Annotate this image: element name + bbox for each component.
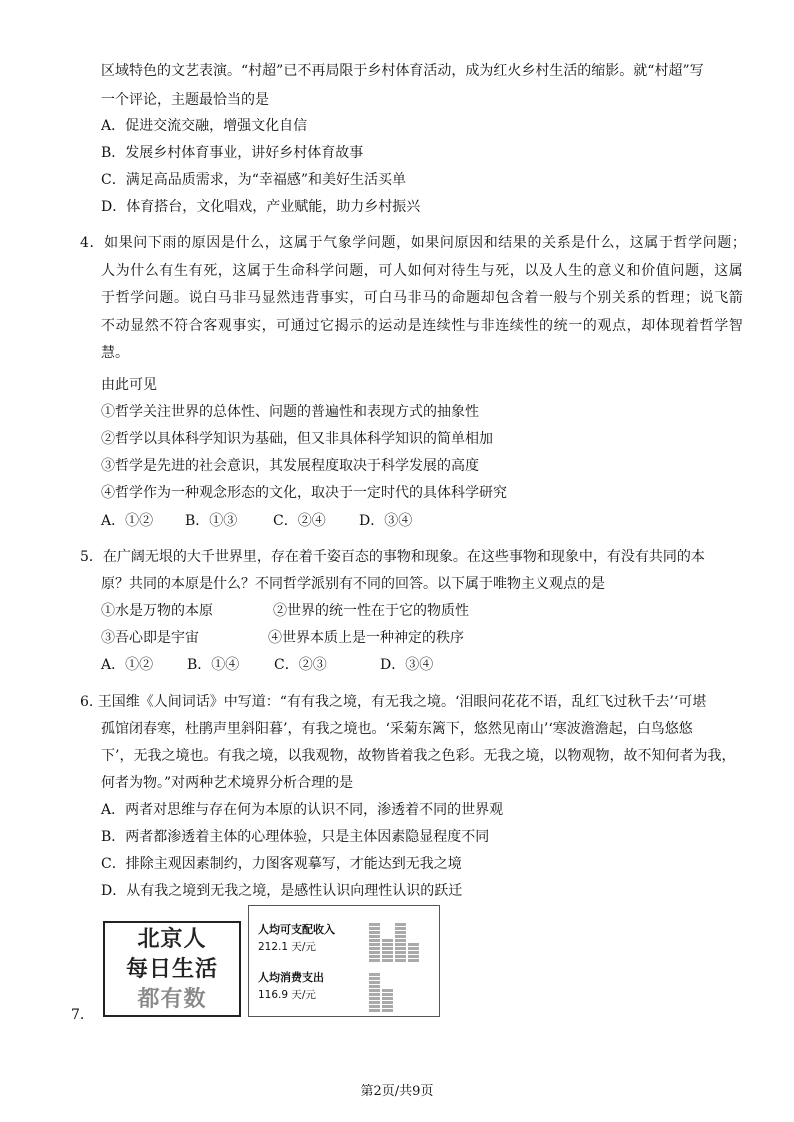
q4-choice-a: A．①② (101, 513, 154, 529)
q4-stem-line-3: 于哲学问题。说白马非马显然违背事实，可白马非马的命题却包含着一般与个别关系的哲理；说飞箭 (101, 290, 744, 306)
page-footer: 第2页/共9页 (360, 1084, 434, 1099)
infographic-title-line-3: 都有数 (137, 987, 207, 1012)
q3-option-c: C．满足高品质需求，为“幸福感”和美好生活买单 (101, 172, 407, 188)
q6-option-d: D．从有我之境到无我之境，是感性认识向理性认识的跃迁 (101, 883, 463, 899)
q3-option-d: D．体育搭台，文化唱戏，产业赋能，助力乡村振兴 (101, 199, 421, 215)
q4-stem-line-2: 人为什么有生有死，这属于生命科学问题，可人如何对待生与死，以及人生的意义和价值问题，这属 (101, 263, 744, 279)
expense-bar-2 (382, 988, 393, 1012)
q4-lead: 由此可见 (101, 377, 157, 393)
q4-statement-3: ③哲学是先进的社会意识，其发展程度取决于科学发展的高度 (101, 458, 479, 474)
q5-statement-3: ③吾心即是宇宙 (101, 630, 199, 646)
beijing-infographic-title-box (103, 921, 241, 1017)
income-value: 212.1 天/元 (258, 941, 316, 953)
q6-stem-line-2: 孤馆闭春寒，杜鹃声里斜阳暮’，有我之境也。‘采菊东篱下，悠然见南山’‘寒波澹澹起，白鸟悠悠 (101, 721, 693, 737)
q4-statement-1: ①哲学关注世界的总体性、问题的普遍性和表现方式的抽象性 (101, 404, 479, 420)
q4-choice-b: B．①③ (185, 513, 238, 529)
expense-value: 116.9 天/元 (258, 989, 316, 1001)
q4-stem-line-1: 4．如果问下雨的原因是什么，这属于气象学问题，如果问原因和结果的关系是什么，这属于哲学问题； (80, 235, 747, 251)
q5-choices (101, 655, 433, 675)
q3-stem-line-1: 区域特色的文艺表演。“村超”已不再局限于乡村体育活动，成为红火乡村生活的缩影。就“村超”写 (101, 63, 704, 79)
q6-option-b: B．两者都渗透着主体的心理体验，只是主体因素隐显程度不同 (101, 829, 490, 845)
q5-choice-c: C．②③ (274, 657, 327, 673)
q5-choice-d: D．③④ (380, 657, 434, 673)
q5-stem-line-2: 原？共同的本原是什么？不同哲学派别有不同的回答。以下属于唯物主义观点的是 (101, 576, 605, 592)
income-bar-2 (382, 938, 393, 962)
q4-statement-4: ④哲学作为一种观念形态的文化，取决于一定时代的具体科学研究 (101, 485, 507, 501)
q5-stem-line-1: 5．在广阔无垠的大千世界里，存在着千姿百态的事物和现象。在这些事物和现象中，有没有共同的本 (80, 549, 705, 565)
q4-statement-2: ②哲学以具体科学知识为基础，但又非具体科学知识的简单相加 (101, 431, 493, 447)
q3-stem-line-2: 一个评论，主题最恰当的是 (101, 92, 269, 108)
q4-stem-line-4: 不动显然不符合客观事实，可通过它揭示的运动是连续性与非连续性的统一的观点，却体现着哲学智 (101, 318, 744, 334)
q5-statement-4: ④世界本质上是一种神定的秩序 (268, 630, 464, 646)
q3-option-a: A．促进交流交融，增强文化自信 (101, 118, 308, 134)
infographic-stats-box (248, 905, 440, 1017)
q6-option-c: C．排除主观因素制约，力图客观摹写，才能达到无我之境 (101, 856, 462, 872)
expense-bars-icon (369, 970, 393, 1012)
infographic-title-line-2: 每日生活 (125, 957, 218, 982)
income-bar-1 (369, 922, 380, 962)
income-bars-icon (369, 918, 419, 962)
q4-stem-line-5: 慧。 (101, 345, 129, 361)
infographic-title-line-1: 北京人 (137, 927, 207, 952)
q7-number: 7. (71, 1007, 85, 1023)
q5-choice-a: A．①② (101, 657, 154, 673)
q5-statement-2: ②世界的统一性在于它的物质性 (273, 603, 469, 619)
income-bar-4 (408, 942, 419, 962)
q6-stem-line-3: 下’，无我之境也。有我之境，以我观物，故物皆着我之色彩。无我之境，以物观物，故不知何者为我， (101, 748, 736, 764)
income-bar-3 (395, 922, 406, 962)
q4-choices (101, 511, 412, 531)
q6-stem-line-1: 6. 王国维《人间词话》中写道：“有有我之境，有无我之境。‘泪眼问花花不语，乱红飞过秋千去’‘可堪 (80, 694, 707, 710)
q3-option-b: B．发展乡村体育事业，讲好乡村体育故事 (101, 145, 364, 161)
q5-statement-1: ①水是万物的本原 (101, 603, 213, 619)
q5-choice-b: B．①④ (187, 657, 240, 673)
expense-label: 人均消费支出 (258, 971, 324, 984)
expense-bar-1 (369, 972, 380, 1012)
income-label: 人均可支配收入 (258, 923, 335, 936)
q4-choice-d: D．③④ (359, 513, 413, 529)
q6-stem-line-4: 何者为物。”对两种艺术境界分析合理的是 (101, 775, 354, 791)
q4-choice-c: C．②④ (273, 513, 326, 529)
q6-option-a: A．两者对思维与存在何为本原的认识不同，渗透着不同的世界观 (101, 802, 504, 818)
